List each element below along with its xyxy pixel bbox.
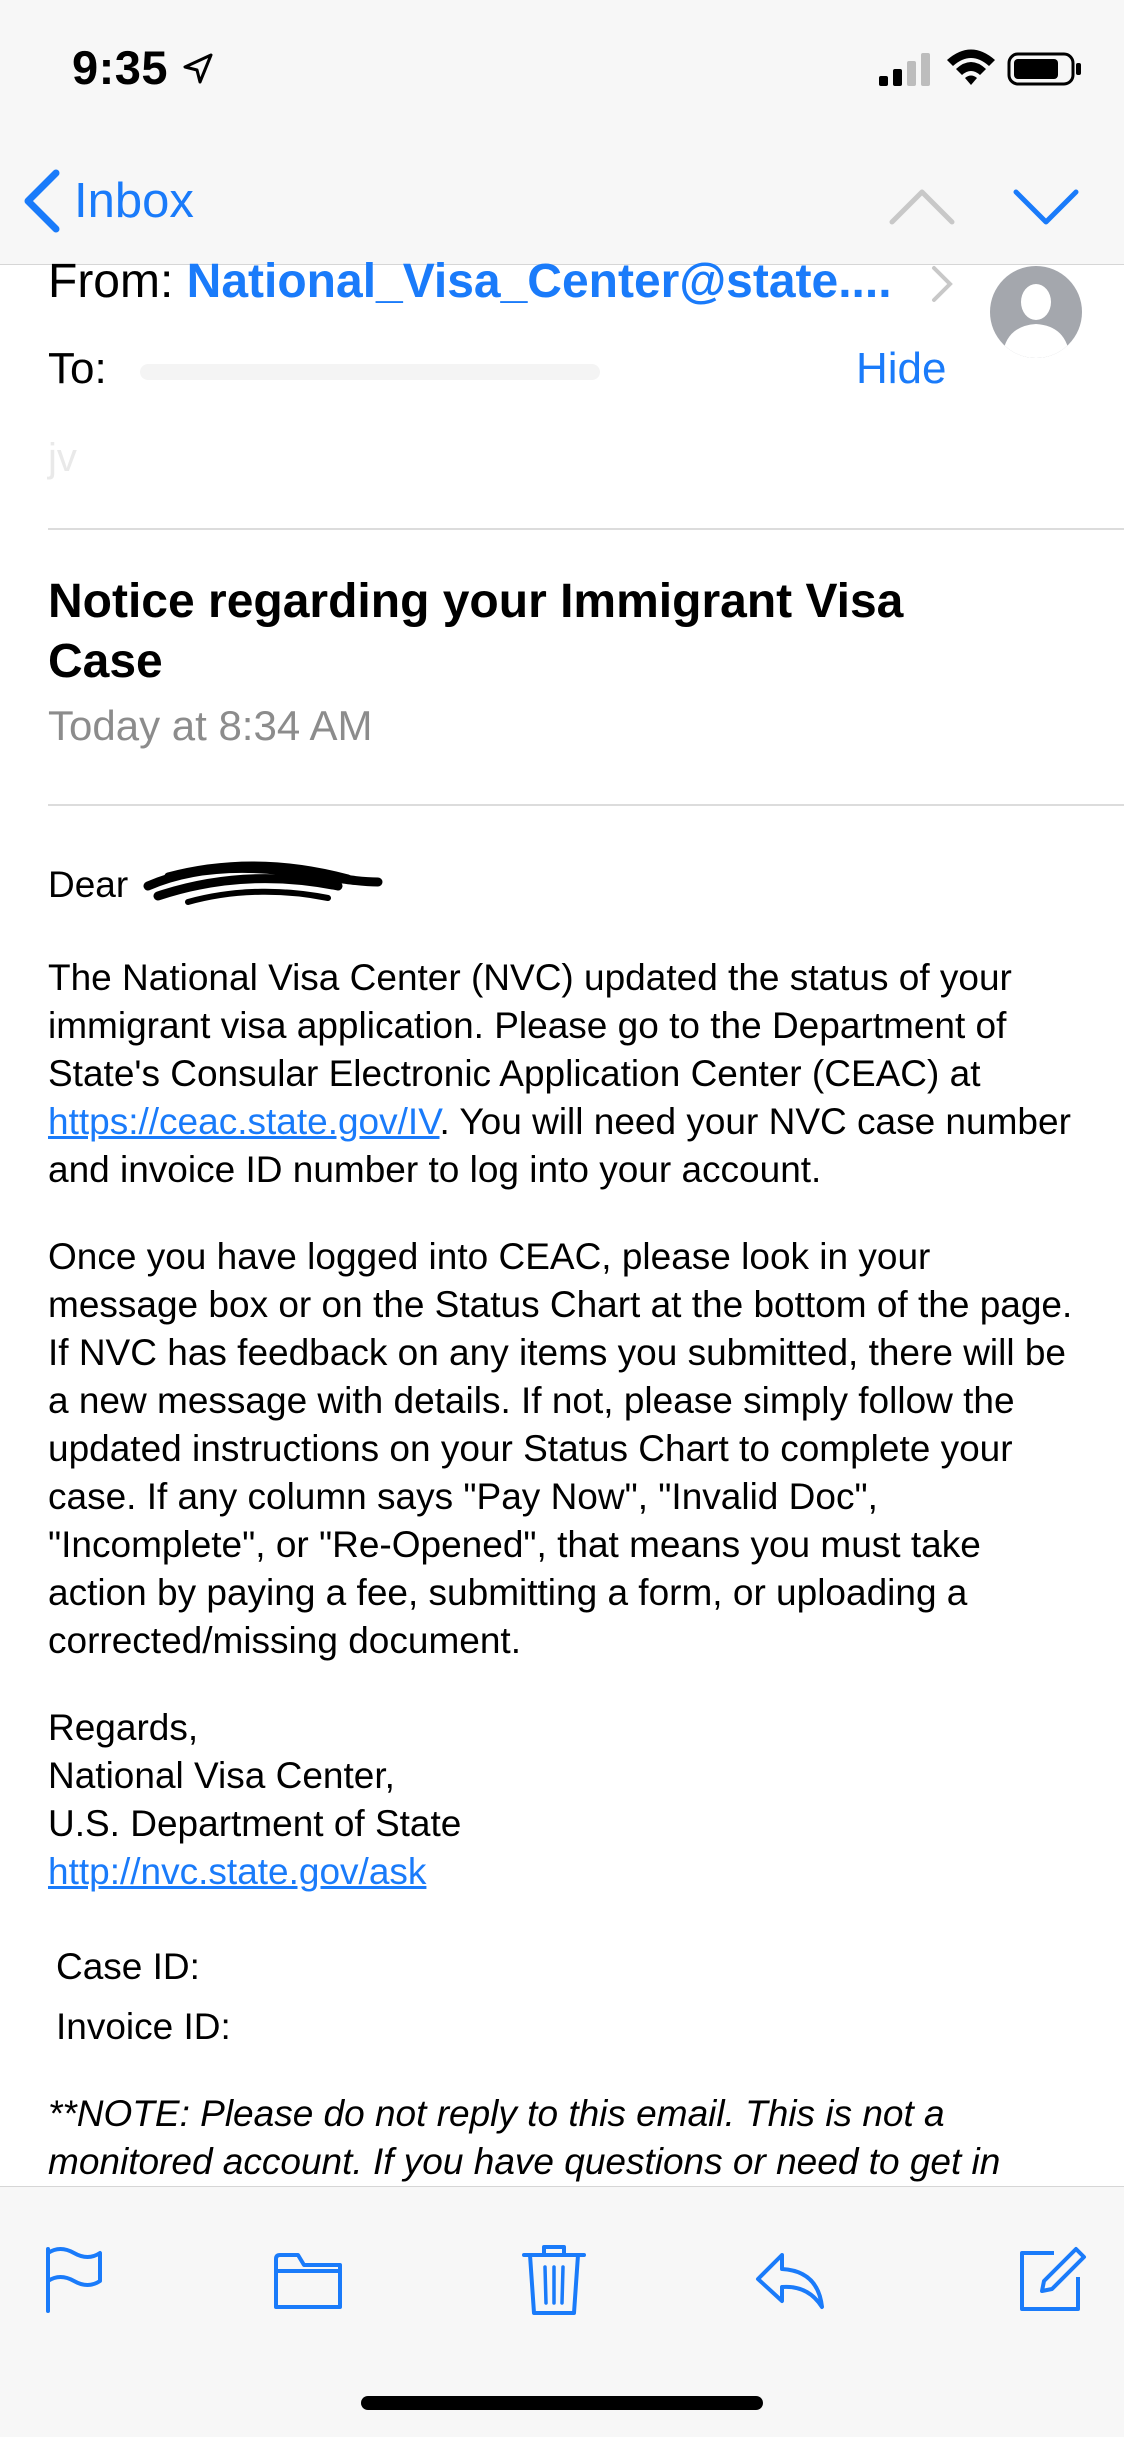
divider <box>48 528 1124 530</box>
flag-icon[interactable] <box>36 2241 112 2317</box>
sender-avatar[interactable] <box>988 264 1084 360</box>
email-subject: Notice regarding your Immigrant Visa Case <box>48 575 904 688</box>
sender-address[interactable]: National_Visa_Center@state.... <box>186 255 892 308</box>
status-bar <box>0 0 1124 140</box>
nvc-ask-link[interactable]: http://nvc.state.gov/ask <box>48 1851 427 1892</box>
email-date: Today at 8:34 AM <box>48 702 373 749</box>
chevron-down-icon[interactable] <box>1010 178 1082 234</box>
case-id-row <box>56 1946 200 1988</box>
salutation: Dear <box>48 864 129 905</box>
divider <box>48 804 1124 806</box>
body-paragraph-2: Once you have logged into CEAC, please look in your message box or on the Status Chart at the bottom of the page. If NVC has feedback on any items you submitted, there will be a new message with details. If not, please simply follow the updated instructions on your Status Chart to complete your case. If any column says "Pay Now", "Invalid Doc", "Incomplete", or "Re-Opened", that means you must take action by paying a fee, submitting a form, or uploading a corrected/missing document. <box>48 1236 1073 1661</box>
cellular-signal-icon <box>877 52 933 86</box>
regards-line: Regards, <box>48 1707 199 1748</box>
back-chevron-icon <box>22 169 62 233</box>
from-label: From: <box>48 255 174 308</box>
wifi-icon <box>945 47 997 87</box>
signature-block <box>48 1704 461 1896</box>
to-row <box>48 344 107 394</box>
from-row[interactable] <box>48 254 978 314</box>
back-to-inbox-button[interactable] <box>22 166 194 236</box>
chevron-up-icon[interactable] <box>886 178 958 234</box>
to-label: To: <box>48 344 107 393</box>
trash-icon[interactable] <box>516 2241 592 2317</box>
back-label: Inbox <box>74 174 194 228</box>
case-id-label: Case ID: <box>56 1946 200 1987</box>
invoice-id-row <box>56 2006 231 2048</box>
reply-icon[interactable] <box>752 2241 828 2317</box>
chevron-right-icon <box>928 262 956 306</box>
compose-icon[interactable] <box>1014 2241 1090 2317</box>
battery-icon <box>1007 52 1083 86</box>
ceac-link[interactable]: https://ceac.state.gov/IV <box>48 1101 440 1142</box>
note-paragraph: **NOTE: Please do not reply to this email. This is not a monitored account. If you have questions or need to get in <box>48 2093 1001 2182</box>
hide-details-button[interactable]: Hide <box>856 344 947 393</box>
nav-bar <box>0 140 1124 265</box>
signature-org: National Visa Center, <box>48 1755 395 1796</box>
cc-fragment: jv <box>48 436 77 480</box>
home-indicator[interactable] <box>361 2396 763 2410</box>
redaction-scribble <box>138 852 388 914</box>
status-time: 9:35 <box>72 41 169 94</box>
location-arrow-icon <box>181 52 215 86</box>
signature-dept: U.S. Department of State <box>48 1803 462 1844</box>
folder-icon[interactable] <box>270 2241 346 2317</box>
body-paragraph-1: The National Visa Center (NVC) updated the status of your immigrant visa application. Please go to the Department of State's Consular Electronic Application Center (CEAC) at https://ceac.state.gov/IV. You will need your NVC case number and invoice ID number to log into your account. <box>48 957 1071 1190</box>
redacted-recipient <box>140 364 600 380</box>
invoice-id-label: Invoice ID: <box>56 2006 231 2047</box>
